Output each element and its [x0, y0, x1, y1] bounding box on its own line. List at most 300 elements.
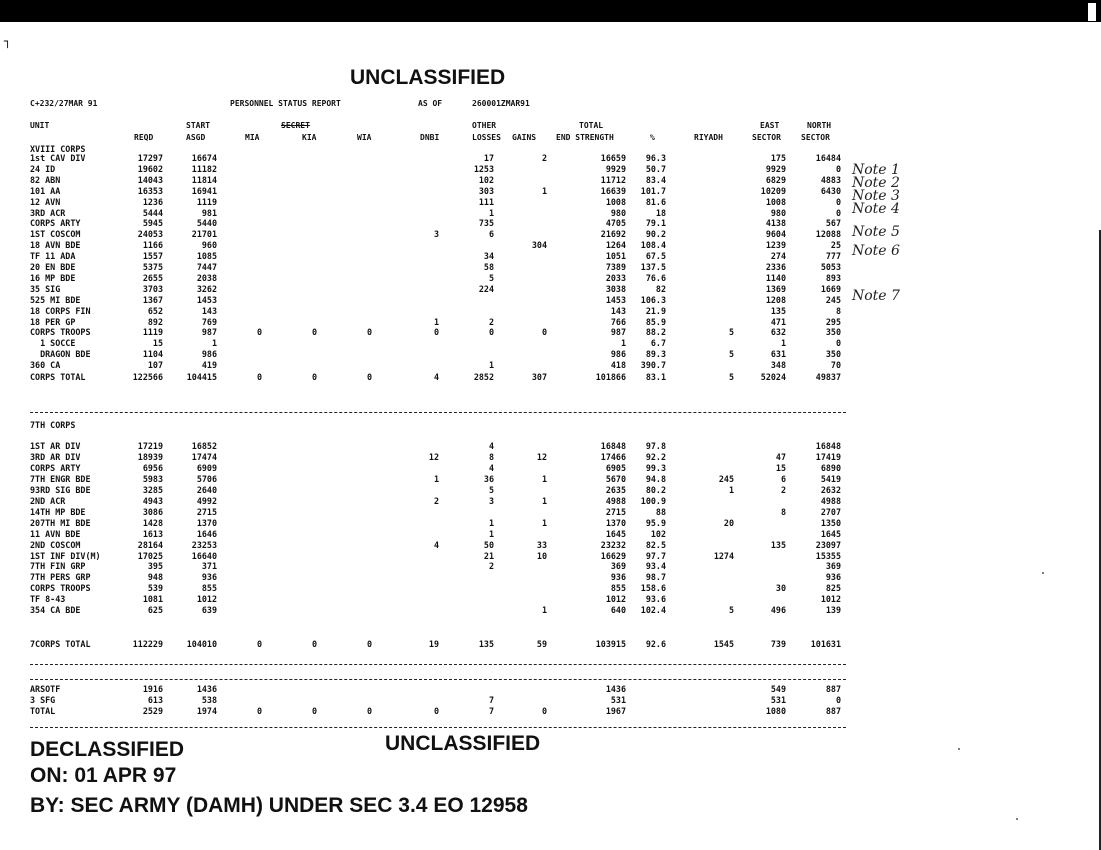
kia-cell: 0: [311, 327, 317, 337]
mia-cell: 0: [256, 372, 262, 382]
other-losses-cell: 36: [483, 474, 494, 484]
asgd-cell: 16941: [191, 186, 217, 196]
north-sector-cell: 139: [825, 605, 841, 615]
table-row: [0, 274, 1101, 283]
dnbi-cell: 1: [433, 317, 439, 327]
other-losses-cell: 34: [483, 251, 494, 261]
unit-cell: 2ND COSCOM: [30, 540, 81, 550]
table-row: [0, 154, 1101, 163]
gains-cell: 1: [541, 186, 547, 196]
other-losses-cell: 17: [483, 153, 494, 163]
table-row: [0, 442, 1101, 451]
other-losses-cell: 3: [488, 496, 494, 506]
asgd-cell: 21701: [191, 229, 217, 239]
unit-cell: 354 CA BDE: [30, 605, 81, 615]
pct-cell: 102: [650, 529, 666, 539]
end-strength-cell: 1436: [605, 684, 626, 694]
reqd-cell: 1367: [142, 295, 163, 305]
east-sector-cell: 1239: [765, 240, 786, 250]
north-sector-cell: 15355: [815, 551, 841, 561]
col-header-other: OTHER: [472, 121, 497, 130]
north-sector-cell: 2632: [820, 485, 841, 495]
gains-cell: 1: [541, 518, 547, 528]
asgd-cell: 6909: [196, 463, 217, 473]
classification-banner-bottom: UNCLASSIFIED: [385, 732, 541, 755]
east-sector-cell: 135: [770, 306, 786, 316]
north-sector-cell: 49837: [815, 372, 841, 382]
other-losses-cell: 5: [488, 485, 494, 495]
handwritten-note: Note 6: [852, 243, 900, 259]
north-sector-cell: 0: [835, 208, 841, 218]
pct-cell: 79.1: [645, 218, 666, 228]
mia-cell: 0: [256, 706, 262, 716]
handwritten-note: Note 4: [852, 201, 900, 217]
end-strength-cell: 2635: [605, 485, 626, 495]
east-sector-cell: 9604: [765, 229, 786, 239]
reqd-cell: 122566: [132, 372, 163, 382]
east-sector-cell: 471: [770, 317, 786, 327]
unit-cell: 7TH FIN GRP: [30, 561, 86, 571]
end-strength-cell: 1264: [605, 240, 626, 250]
other-losses-cell: 4: [488, 463, 494, 473]
pct-cell: 85.9: [645, 317, 666, 327]
reqd-cell: 1916: [142, 684, 163, 694]
unit-cell: 93RD SIG BDE: [30, 485, 91, 495]
scan-speck: [958, 748, 960, 750]
east-sector-cell: 1369: [765, 284, 786, 294]
riyadh-cell: 5: [728, 372, 734, 382]
end-strength-cell: 17466: [600, 452, 626, 462]
end-strength-cell: 7389: [605, 262, 626, 272]
end-strength-cell: 369: [610, 561, 626, 571]
north-sector-cell: 936: [825, 572, 841, 582]
reqd-cell: 2655: [142, 273, 163, 283]
asgd-cell: 1119: [196, 197, 217, 207]
unit-cell: 7TH ENGR BDE: [30, 474, 91, 484]
unit-cell: CORPS ARTY: [30, 463, 81, 473]
asgd-cell: 987: [201, 327, 217, 337]
handwritten-note: Note 3: [852, 188, 900, 204]
gains-cell: 0: [541, 327, 547, 337]
col-header-secret-struck: SECRET: [281, 121, 310, 130]
east-sector-cell: 15: [775, 463, 786, 473]
reqd-cell: 6956: [142, 463, 163, 473]
table-row: [0, 176, 1101, 185]
other-losses-cell: 2: [488, 561, 494, 571]
other-losses-cell: 21: [483, 551, 494, 561]
scan-speck: [1042, 572, 1044, 574]
asgd-cell: 5706: [196, 474, 217, 484]
section-divider: [30, 412, 846, 413]
riyadh-cell: 5: [728, 605, 734, 615]
wia-cell: 0: [366, 327, 372, 337]
asgd-cell: 1: [211, 338, 217, 348]
north-sector-cell: 70: [830, 360, 841, 370]
pct-cell: 158.6: [640, 583, 666, 593]
reqd-cell: 613: [147, 695, 163, 705]
end-strength-cell: 4705: [605, 218, 626, 228]
end-strength-cell: 1453: [605, 295, 626, 305]
reqd-cell: 539: [147, 583, 163, 593]
table-row: [0, 552, 1101, 561]
classification-banner-top: UNCLASSIFIED: [350, 66, 506, 89]
dnbi-cell: 4: [433, 372, 439, 382]
east-sector-cell: 1: [780, 338, 786, 348]
pct-cell: 88.2: [645, 327, 666, 337]
north-sector-cell: 17419: [815, 452, 841, 462]
east-sector-cell: 632: [770, 327, 786, 337]
table-row: [0, 285, 1101, 294]
pct-cell: 106.3: [640, 295, 666, 305]
table-row: [0, 519, 1101, 528]
pct-cell: 82.5: [645, 540, 666, 550]
pct-cell: 99.3: [645, 463, 666, 473]
end-strength-cell: 1370: [605, 518, 626, 528]
north-sector-cell: 350: [825, 349, 841, 359]
mia-cell: 0: [256, 327, 262, 337]
unit-cell: 207TH MI BDE: [30, 518, 91, 528]
north-sector-cell: 101631: [810, 639, 841, 649]
north-sector-cell: 887: [825, 706, 841, 716]
east-sector-cell: 10209: [760, 186, 786, 196]
unit-cell: 3 SFG: [30, 695, 56, 705]
section-label-7th-corps: 7TH CORPS: [30, 420, 76, 430]
reqd-cell: 5444: [142, 208, 163, 218]
other-losses-cell: 111: [478, 197, 494, 207]
asgd-cell: 419: [201, 360, 217, 370]
end-strength-cell: 855: [610, 583, 626, 593]
north-sector-cell: 25: [830, 240, 841, 250]
pct-cell: 76.6: [645, 273, 666, 283]
gains-cell: 12: [536, 452, 547, 462]
end-strength-cell: 2715: [605, 507, 626, 517]
unit-cell: CORPS TROOPS: [30, 583, 91, 593]
east-sector-cell: 531: [770, 695, 786, 705]
east-sector-cell: 549: [770, 684, 786, 694]
table-row: [0, 230, 1101, 239]
north-sector-cell: 6430: [820, 186, 841, 196]
pct-cell: 95.9: [645, 518, 666, 528]
gains-cell: 304: [531, 240, 547, 250]
dnbi-cell: 3: [433, 229, 439, 239]
end-strength-cell: 1051: [605, 251, 626, 261]
end-strength-cell: 21692: [600, 229, 626, 239]
east-sector-cell: 47: [775, 452, 786, 462]
end-strength-cell: 16629: [600, 551, 626, 561]
dnbi-cell: 19: [428, 639, 439, 649]
other-losses-cell: 102: [478, 175, 494, 185]
table-row: [0, 339, 1101, 348]
dnbi-cell: 0: [433, 706, 439, 716]
unit-cell: 3RD ACR: [30, 208, 66, 218]
asgd-cell: 981: [201, 208, 217, 218]
reqd-cell: 948: [147, 572, 163, 582]
unit-cell: ARSOTF: [30, 684, 61, 694]
section-divider: [30, 664, 846, 665]
other-losses-cell: 1: [488, 360, 494, 370]
east-sector-cell: 1208: [765, 295, 786, 305]
table-row: [0, 252, 1101, 261]
end-strength-cell: 936: [610, 572, 626, 582]
table-row: [0, 328, 1101, 337]
table-row: [0, 707, 1101, 716]
table-row: [0, 209, 1101, 218]
pct-cell: 80.2: [645, 485, 666, 495]
corner-mark: ┐: [4, 34, 12, 48]
col-header-wia: WIA: [357, 133, 372, 142]
end-strength-cell: 23232: [600, 540, 626, 550]
col-header-end-strength: END STRENGTH: [556, 133, 614, 142]
as-of-label: AS OF: [418, 99, 443, 108]
riyadh-cell: 1545: [713, 639, 734, 649]
table-row: [0, 530, 1101, 539]
other-losses-cell: 0: [488, 327, 494, 337]
end-strength-cell: 16659: [600, 153, 626, 163]
pct-cell: 102.4: [640, 605, 666, 615]
reqd-cell: 652: [147, 306, 163, 316]
table-row: [0, 241, 1101, 250]
unit-cell: TOTAL: [30, 706, 56, 716]
unit-cell: 82 ABN: [30, 175, 61, 185]
asgd-cell: 2715: [196, 507, 217, 517]
table-row: [0, 541, 1101, 550]
unit-cell: 24 ID: [30, 164, 56, 174]
east-sector-cell: 6829: [765, 175, 786, 185]
unit-cell: 525 MI BDE: [30, 295, 81, 305]
end-strength-cell: 1: [620, 338, 626, 348]
gains-cell: 1: [541, 474, 547, 484]
gains-cell: 2: [541, 153, 547, 163]
unit-cell: 12 AVN: [30, 197, 61, 207]
unit-cell: 14TH MP BDE: [30, 507, 86, 517]
east-sector-cell: 2336: [765, 262, 786, 272]
pct-cell: 82: [655, 284, 666, 294]
reqd-cell: 112229: [132, 639, 163, 649]
north-sector-cell: 825: [825, 583, 841, 593]
asgd-cell: 17474: [191, 452, 217, 462]
col-header-pct: %: [650, 133, 655, 142]
dnbi-cell: 1: [433, 474, 439, 484]
north-sector-cell: 0: [835, 695, 841, 705]
north-sector-cell: 567: [825, 218, 841, 228]
reqd-cell: 28164: [137, 540, 163, 550]
other-losses-cell: 7: [488, 695, 494, 705]
east-sector-cell: 739: [770, 639, 786, 649]
kia-cell: 0: [311, 706, 317, 716]
gains-cell: 0: [541, 706, 547, 716]
north-sector-cell: 777: [825, 251, 841, 261]
pct-cell: 50.7: [645, 164, 666, 174]
north-sector-cell: 8: [835, 306, 841, 316]
col-header-east-sector: SECTOR: [752, 133, 781, 142]
table-row: [0, 497, 1101, 506]
unit-cell: 1st CAV DIV: [30, 153, 86, 163]
asgd-cell: 855: [201, 583, 217, 593]
north-sector-cell: 245: [825, 295, 841, 305]
pct-cell: 94.8: [645, 474, 666, 484]
pct-cell: 81.6: [645, 197, 666, 207]
reqd-cell: 17297: [137, 153, 163, 163]
other-losses-cell: 4: [488, 441, 494, 451]
unit-cell: 20 EN BDE: [30, 262, 76, 272]
pct-cell: 89.3: [645, 349, 666, 359]
pct-cell: 97.7: [645, 551, 666, 561]
asgd-cell: 1974: [196, 706, 217, 716]
mia-cell: 0: [256, 639, 262, 649]
unit-cell: 1ST AR DIV: [30, 441, 81, 451]
end-strength-cell: 980: [610, 208, 626, 218]
asgd-cell: 538: [201, 695, 217, 705]
pct-cell: 6.7: [650, 338, 666, 348]
reqd-cell: 5945: [142, 218, 163, 228]
asgd-cell: 986: [201, 349, 217, 359]
table-row: [0, 562, 1101, 571]
col-header-mia: MIA: [245, 133, 260, 142]
pct-cell: 101.7: [640, 186, 666, 196]
north-sector-cell: 369: [825, 561, 841, 571]
reqd-cell: 17025: [137, 551, 163, 561]
end-strength-cell: 5670: [605, 474, 626, 484]
east-sector-cell: 496: [770, 605, 786, 615]
col-header-reqd: REQD: [134, 133, 154, 142]
riyadh-cell: 5: [728, 327, 734, 337]
other-losses-cell: 2852: [473, 372, 494, 382]
reqd-cell: 17219: [137, 441, 163, 451]
reqd-cell: 1166: [142, 240, 163, 250]
unit-cell: CORPS TROOPS: [30, 327, 91, 337]
other-losses-cell: 50: [483, 540, 494, 550]
reqd-cell: 5983: [142, 474, 163, 484]
reqd-cell: 3703: [142, 284, 163, 294]
asgd-cell: 371: [201, 561, 217, 571]
unit-cell: 1ST INF DIV(M): [30, 551, 101, 561]
other-losses-cell: 1: [488, 518, 494, 528]
east-sector-cell: 30: [775, 583, 786, 593]
north-sector-cell: 4883: [820, 175, 841, 185]
handwritten-note: Note 1: [852, 162, 900, 178]
north-sector-cell: 0: [835, 164, 841, 174]
east-sector-cell: 135: [770, 540, 786, 550]
end-strength-cell: 531: [610, 695, 626, 705]
asgd-cell: 936: [201, 572, 217, 582]
reqd-cell: 2529: [142, 706, 163, 716]
pct-cell: 96.3: [645, 153, 666, 163]
other-losses-cell: 7: [488, 706, 494, 716]
east-sector-cell: 175: [770, 153, 786, 163]
north-sector-cell: 887: [825, 684, 841, 694]
col-header-start: START: [186, 121, 211, 130]
unit-cell: TF 8-43: [30, 594, 66, 604]
other-losses-cell: 6: [488, 229, 494, 239]
end-strength-cell: 4988: [605, 496, 626, 506]
unit-cell: 18 CORPS FIN: [30, 306, 91, 316]
pct-cell: 92.2: [645, 452, 666, 462]
table-row: [0, 307, 1101, 316]
report-title: PERSONNEL STATUS REPORT: [230, 99, 341, 108]
asgd-cell: 16852: [191, 441, 217, 451]
section-divider: [30, 727, 846, 728]
col-header-north-sector: SECTOR: [801, 133, 830, 142]
asgd-cell: 23253: [191, 540, 217, 550]
table-row: [0, 296, 1101, 305]
col-header-east: EAST: [760, 121, 780, 130]
reqd-cell: 15: [152, 338, 163, 348]
east-sector-cell: 6: [780, 474, 786, 484]
reqd-cell: 1119: [142, 327, 163, 337]
pct-cell: 18: [655, 208, 666, 218]
col-header-total: TOTAL: [579, 121, 604, 130]
asgd-cell: 4992: [196, 496, 217, 506]
pct-cell: 390.7: [640, 360, 666, 370]
asgd-cell: 2038: [196, 273, 217, 283]
north-sector-cell: 4988: [820, 496, 841, 506]
col-header-riyadh: RIYADH: [694, 133, 723, 142]
riyadh-cell: 5: [728, 349, 734, 359]
unit-cell: 101 AA: [30, 186, 61, 196]
end-strength-cell: 6905: [605, 463, 626, 473]
other-losses-cell: 303: [478, 186, 494, 196]
table-row: [0, 486, 1101, 495]
north-sector-cell: 1669: [820, 284, 841, 294]
east-sector-cell: 1008: [765, 197, 786, 207]
asgd-cell: 769: [201, 317, 217, 327]
other-losses-cell: 8: [488, 452, 494, 462]
end-strength-cell: 2033: [605, 273, 626, 283]
north-sector-cell: 1350: [820, 518, 841, 528]
col-header-asgd: ASGD: [186, 133, 206, 142]
end-strength-cell: 418: [610, 360, 626, 370]
end-strength-cell: 766: [610, 317, 626, 327]
end-strength-cell: 101866: [595, 372, 626, 382]
end-strength-cell: 640: [610, 605, 626, 615]
north-sector-cell: 5053: [820, 262, 841, 272]
dnbi-cell: 0: [433, 327, 439, 337]
asgd-cell: 1012: [196, 594, 217, 604]
other-losses-cell: 735: [478, 218, 494, 228]
east-sector-cell: 274: [770, 251, 786, 261]
riyadh-cell: 1274: [713, 551, 734, 561]
pct-cell: 88: [655, 507, 666, 517]
east-sector-cell: 8: [780, 507, 786, 517]
asgd-cell: 639: [201, 605, 217, 615]
table-row: [0, 508, 1101, 517]
kia-cell: 0: [311, 639, 317, 649]
table-row: [0, 350, 1101, 359]
handwritten-note: Note 2: [852, 175, 900, 191]
unit-cell: 7CORPS TOTAL: [30, 639, 91, 649]
table-row: [0, 595, 1101, 604]
end-strength-cell: 1645: [605, 529, 626, 539]
unit-cell: 1ST COSCOM: [30, 229, 81, 239]
table-row: [0, 573, 1101, 582]
pct-cell: 67.5: [645, 251, 666, 261]
table-row: [0, 640, 1101, 649]
declassified-authority: BY: SEC ARMY (DAMH) UNDER SEC 3.4 EO 12958: [30, 794, 528, 817]
table-row: [0, 198, 1101, 207]
north-sector-cell: 16484: [815, 153, 841, 163]
pct-cell: 108.4: [640, 240, 666, 250]
riyadh-cell: 1: [728, 485, 734, 495]
end-strength-cell: 3038: [605, 284, 626, 294]
north-sector-cell: 1645: [820, 529, 841, 539]
riyadh-cell: 20: [723, 518, 734, 528]
col-header-kia: KIA: [302, 133, 317, 142]
col-header-unit: UNIT: [30, 121, 50, 130]
north-sector-cell: 12088: [815, 229, 841, 239]
asgd-cell: 143: [201, 306, 217, 316]
east-sector-cell: 52024: [760, 372, 786, 382]
asgd-cell: 1370: [196, 518, 217, 528]
